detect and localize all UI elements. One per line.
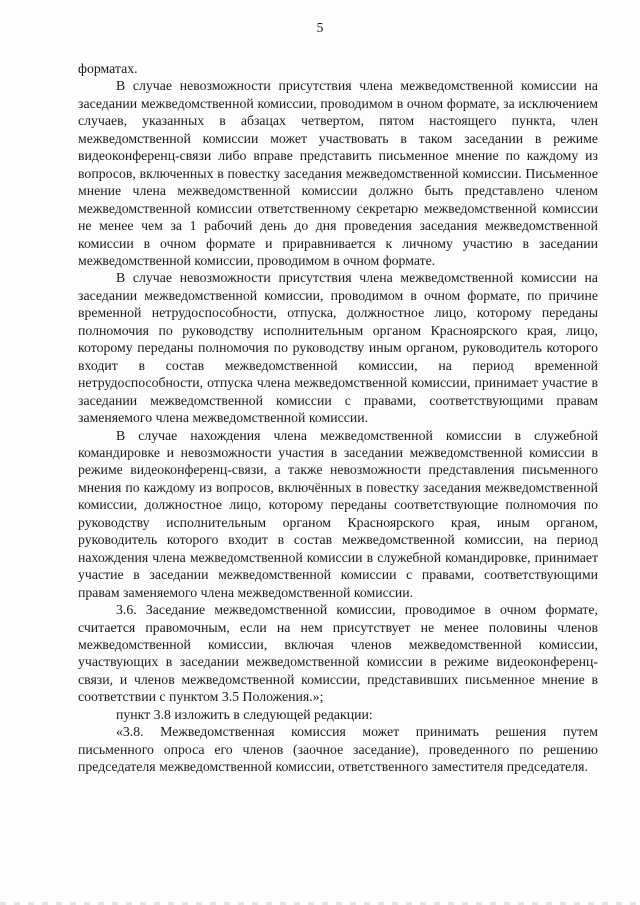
paragraph-temporary-disability: В случае невозможности присутствия члена межведомственной комиссии на заседании межведомственной комиссии, проводимом в очном формате, по причине временной нетрудоспособности, отпуска, должностное лицо, которому переданы полномочия по руководству исполнительным органом Красноярского края, лицо, которому переданы полномочия по руководству иным органом, руководитель которого входит в состав межведомственной комиссии, на период временной нетрудоспособности, отпуска члена межведомственной комиссии, принимает участие в заседании межведомственной комиссии с правами, соответствующими правам заменяемого члена межведомственной комиссии. bbox=[78, 270, 598, 426]
paragraph-continuation: форматах. bbox=[78, 61, 138, 76]
paragraph-quorum-3-6: 3.6. Заседание межведомственной комиссии, проводимое в очном формате, считается правомочным, если на нем присутствует не менее половины членов межведомственной комиссии, включая членов межведомственной комиссии, участвующих в заседании межведомственной комиссии в режиме видеоконференц-связи, и членов межведомственной комиссии, представивших письменное мнение в соответствии с пунктом 3.5 Положения.»; bbox=[78, 602, 598, 705]
paragraph-written-opinion: В случае невозможности присутствия члена межведомственной комиссии на заседании межведомственной комиссии, проводимом в очном формате, за исключением случаев, указанных в абзацах четвертом, пятом настоящего пункта, член межведомственной комиссии может участвовать в таком заседании в режиме видеоконференц-связи либо вправе представить письменное мнение по каждому из вопросов, включенных в повестку заседания межведомственной комиссии. Письменное мнение члена межведомственной комиссии должно быть представлено членом межведомственной комиссии ответственному секретарю межведомственной комиссии не менее чем за 1 рабочий день до дня проведения заседания межведомственной комиссии в очном формате и приравнивается к личному участию в заседании межведомственной комиссии, проводимом в очном формате. bbox=[78, 78, 598, 268]
paragraph-3-8: «3.8. Межведомственная комиссия может принимать решения путем письменного опроса его членов (заочное заседание), проведенного по решению председателя межведомственной комиссии, ответственного заместителя председателя. bbox=[78, 724, 598, 775]
page-number: 5 bbox=[316, 20, 324, 35]
paragraph-business-trip: В случае нахождения члена межведомственной комиссии в служебной командировке и невозможности участия в заседании межведомственной комиссии в режиме видеоконференц-связи, а также невозможности представления письменного мнения по каждому из вопросов, включённых в повестку заседания межведомственной комиссии, должностное лицо, которому переданы соответствующие полномочия по руководству исполнительным органом Красноярского края, иным органом, руководитель которого входит в состав межведомственной комиссии, на период нахождения члена межведомственной комиссии в служебной командировке, принимает участие в заседании межведомственной комиссии с правами, соответствующими правам заменяемого члена межведомственной комиссии. bbox=[78, 427, 598, 600]
document-body bbox=[78, 60, 598, 776]
paragraph-amendment-intro: пункт 3.8 изложить в следующей редакции: bbox=[116, 706, 373, 722]
